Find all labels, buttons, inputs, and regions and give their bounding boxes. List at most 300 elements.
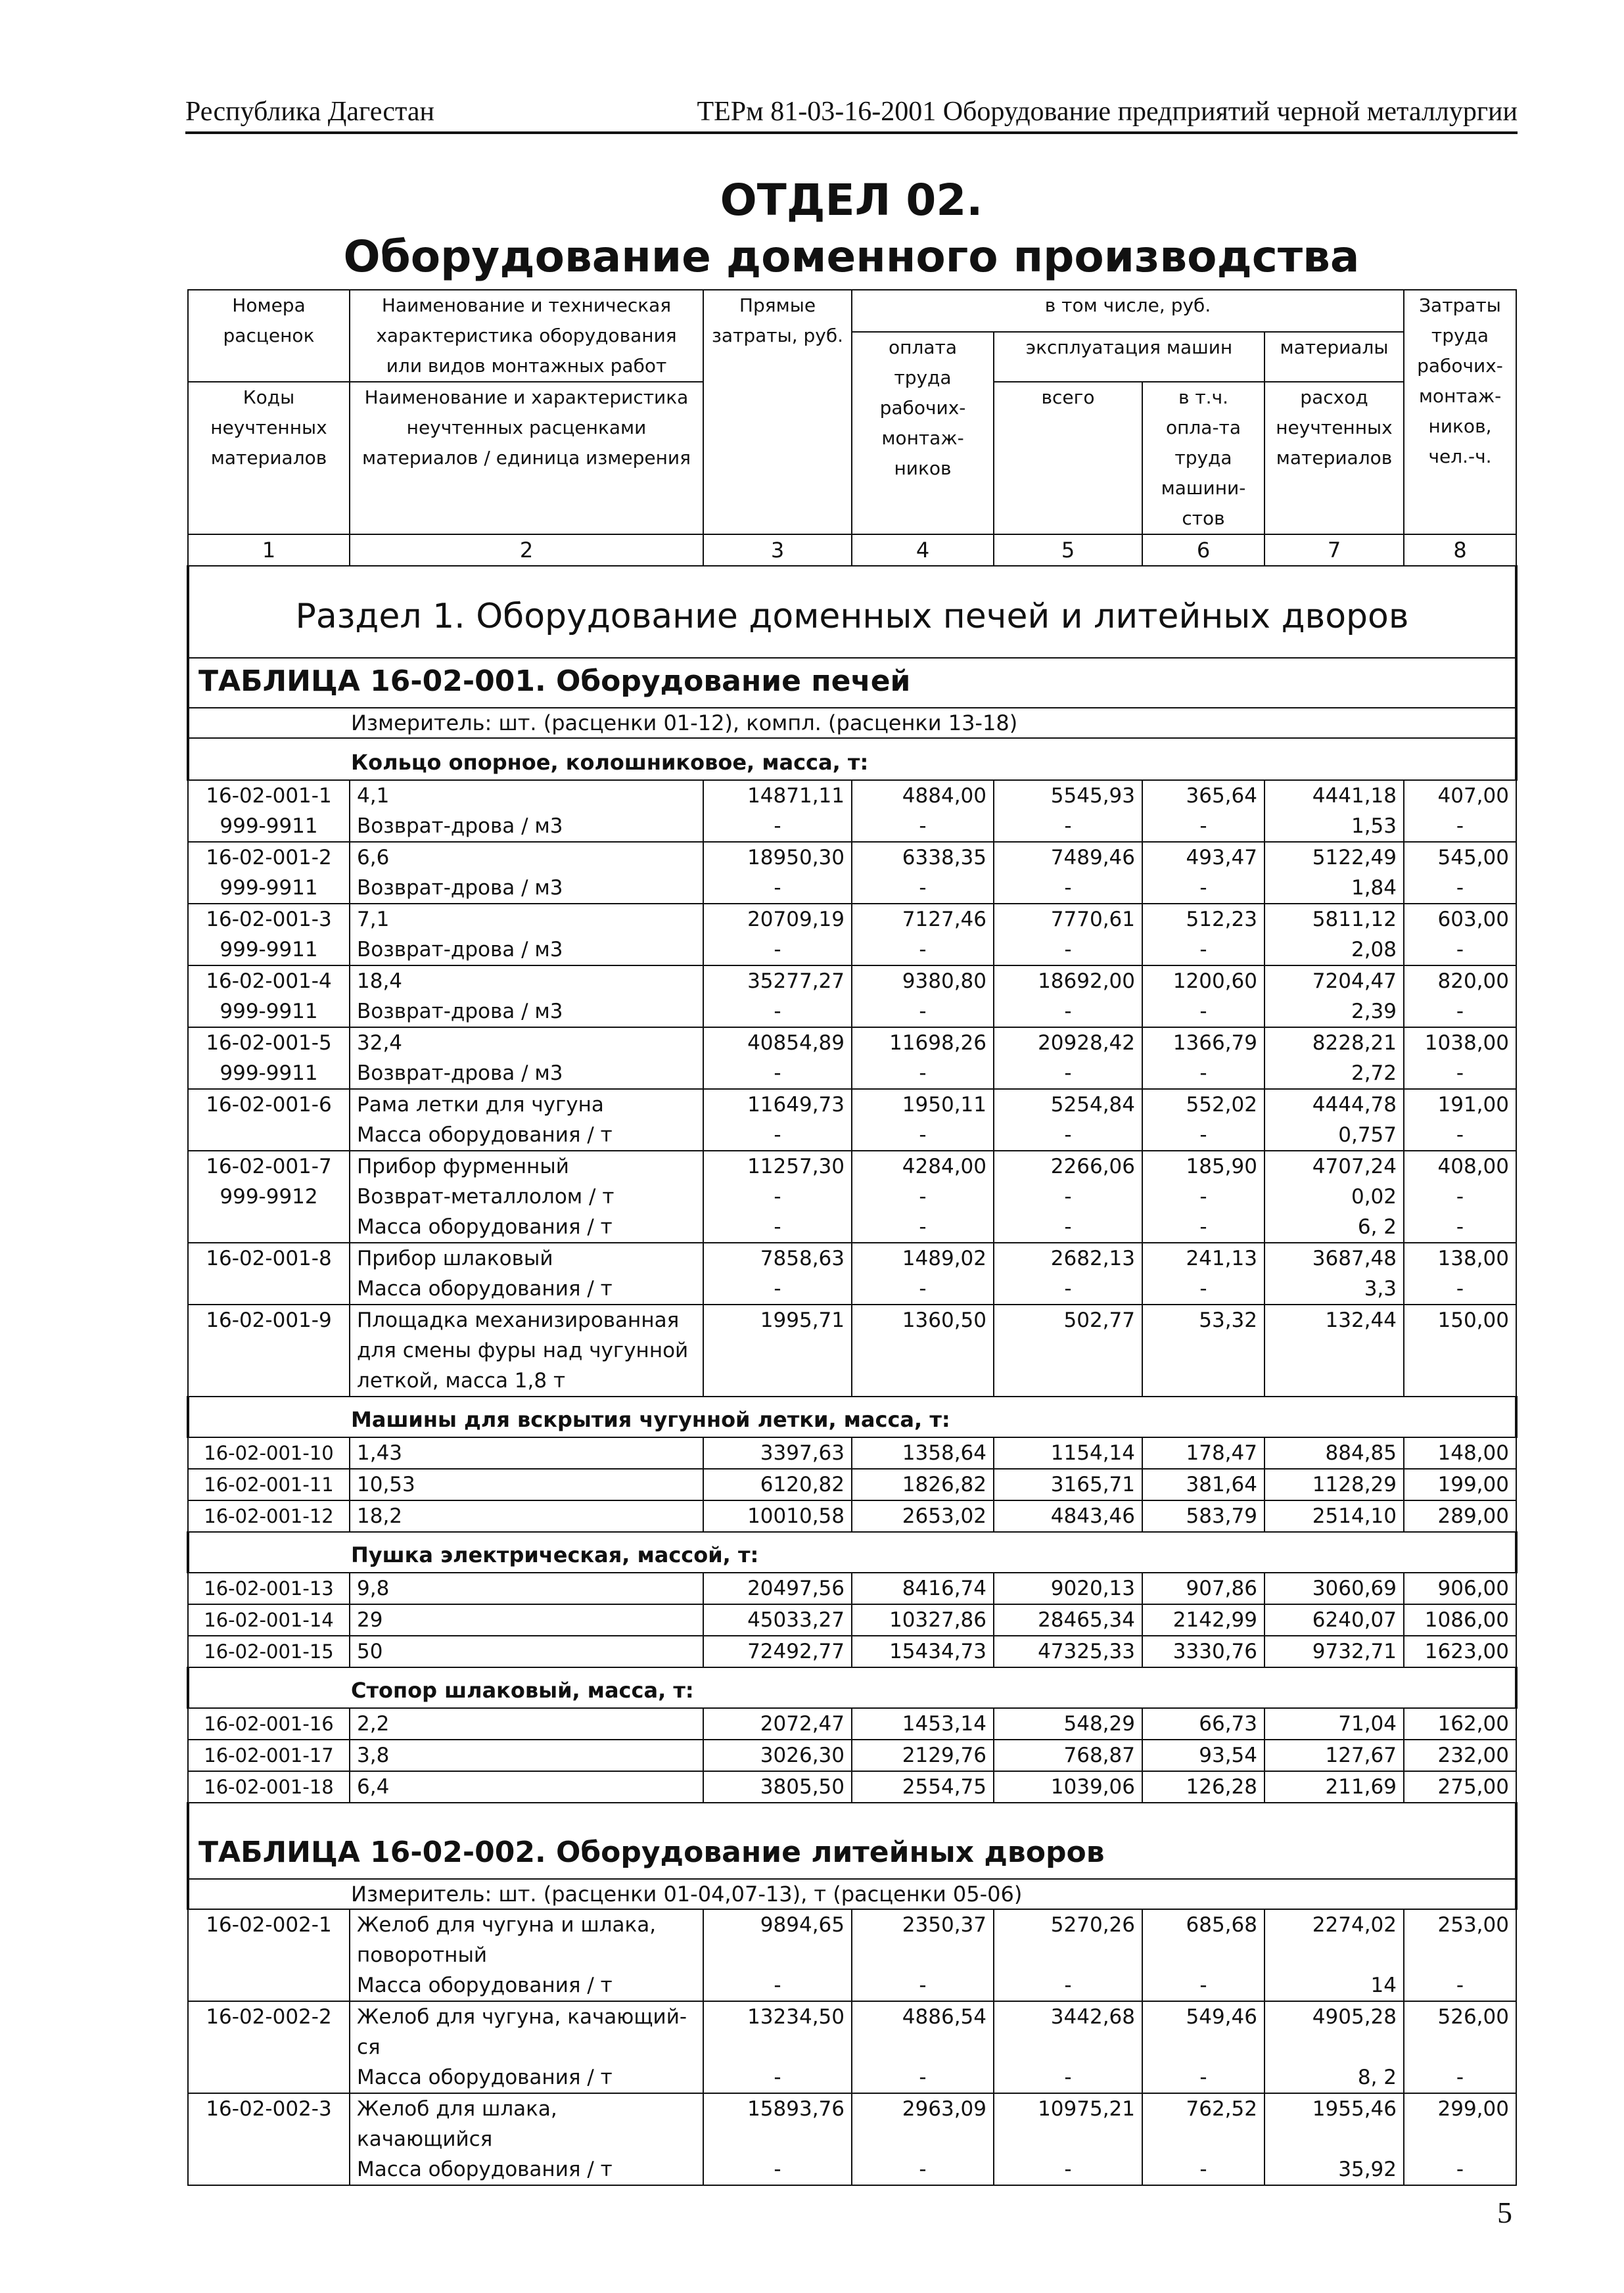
value-cell: - xyxy=(1142,1274,1264,1305)
table-row xyxy=(188,1771,1516,1803)
value-cell: 1826,82 xyxy=(852,1469,994,1500)
value-cell: - xyxy=(994,1212,1142,1243)
value-cell: 1453,14 xyxy=(852,1708,994,1740)
rate-code: 16-02-002-3 xyxy=(188,2093,350,2154)
value-cell: 7127,46 xyxy=(852,904,994,935)
value-cell: 2554,75 xyxy=(852,1771,994,1803)
rate-name: Рама летки для чугуна xyxy=(350,1089,703,1120)
column-number: 1 xyxy=(188,534,350,566)
value-cell: - xyxy=(852,2062,994,2093)
value-cell: 191,00 xyxy=(1404,1089,1516,1120)
rate-code: 16-02-001-5 xyxy=(188,1027,350,1058)
header-machines-total: всего xyxy=(994,382,1142,534)
table-row xyxy=(188,1500,1516,1532)
value-cell: - xyxy=(994,2062,1142,2093)
value-cell: 1950,11 xyxy=(852,1089,994,1120)
value-cell: 5545,93 xyxy=(994,780,1142,811)
value-cell: 552,02 xyxy=(1142,1089,1264,1120)
value-cell: 40854,89 xyxy=(703,1027,852,1058)
rate-name: Возврат-дрова / м3 xyxy=(350,1058,703,1089)
value-cell: - xyxy=(703,873,852,904)
value-cell: 884,85 xyxy=(1264,1437,1404,1469)
value-cell: 9894,65 xyxy=(703,1909,852,1970)
header-material-names: Наименование и характеристика неучтенных расценками материалов / единица измерения xyxy=(350,382,703,534)
value-cell: 906,00 xyxy=(1404,1573,1516,1604)
value-cell: 685,68 xyxy=(1142,1909,1264,1970)
value-cell: - xyxy=(852,1182,994,1212)
rate-code: 16-02-001-14 xyxy=(188,1604,350,1636)
rate-code xyxy=(188,1274,350,1305)
value-cell: 7858,63 xyxy=(703,1243,852,1274)
value-cell: - xyxy=(852,1212,994,1243)
rate-name: Желоб для шлака, качающийся xyxy=(350,2093,703,2154)
value-cell: 15434,73 xyxy=(852,1636,994,1667)
rate-name: Прибор шлаковый xyxy=(350,1243,703,1274)
value-cell: - xyxy=(703,1970,852,2001)
value-cell: 8, 2 xyxy=(1264,2062,1404,2093)
header-materials: материалы xyxy=(1264,332,1404,382)
value-cell: 512,23 xyxy=(1142,904,1264,935)
value-cell: 7204,47 xyxy=(1264,965,1404,996)
value-cell: - xyxy=(1404,935,1516,965)
value-cell: 1086,00 xyxy=(1404,1604,1516,1636)
value-cell: - xyxy=(1404,1970,1516,2001)
value-cell: - xyxy=(703,996,852,1027)
rate-code: 16-02-001-6 xyxy=(188,1089,350,1120)
value-cell: 71,04 xyxy=(1264,1708,1404,1740)
value-cell: 11649,73 xyxy=(703,1089,852,1120)
value-cell: - xyxy=(703,2062,852,2093)
value-cell: 11698,26 xyxy=(852,1027,994,1058)
value-cell: - xyxy=(1404,1058,1516,1089)
rate-name: Желоб для чугуна и шлака, поворотный xyxy=(350,1909,703,1970)
value-cell: 66,73 xyxy=(1142,1708,1264,1740)
value-cell: 6338,35 xyxy=(852,842,994,873)
value-cell: - xyxy=(994,811,1142,842)
value-cell: 762,52 xyxy=(1142,2093,1264,2154)
value-cell: 583,79 xyxy=(1142,1500,1264,1532)
header-document-code: ТЕРм 81-03-16-2001 Оборудование предприятий черной металлургии xyxy=(697,97,1518,127)
section-title-row xyxy=(188,566,1516,658)
rate-code xyxy=(188,2062,350,2093)
value-cell: 18950,30 xyxy=(703,842,852,873)
table-row xyxy=(188,1469,1516,1500)
value-cell: 502,77 xyxy=(994,1305,1142,1397)
value-cell: 253,00 xyxy=(1404,1909,1516,1970)
table-row xyxy=(188,873,1516,904)
value-cell: 2072,47 xyxy=(703,1708,852,1740)
header-labor-pay: оплата труда рабочих-монтаж-ников xyxy=(852,332,994,534)
value-cell: - xyxy=(703,1058,852,1089)
value-cell: 2350,37 xyxy=(852,1909,994,1970)
value-cell: 185,90 xyxy=(1142,1151,1264,1182)
value-cell: 907,86 xyxy=(1142,1573,1264,1604)
column-number: 7 xyxy=(1264,534,1404,566)
value-cell: 1358,64 xyxy=(852,1437,994,1469)
value-cell: 3442,68 xyxy=(994,2001,1142,2062)
column-number: 4 xyxy=(852,534,994,566)
value-cell: 0,02 xyxy=(1264,1182,1404,1212)
value-cell: 3330,76 xyxy=(1142,1636,1264,1667)
rate-name: 1,43 xyxy=(350,1437,703,1469)
value-cell: 138,00 xyxy=(1404,1243,1516,1274)
value-cell: 9380,80 xyxy=(852,965,994,996)
rates-table xyxy=(187,289,1518,2186)
value-cell: 241,13 xyxy=(1142,1243,1264,1274)
rate-name: 4,1 xyxy=(350,780,703,811)
value-cell: 4886,54 xyxy=(852,2001,994,2062)
department-name: Оборудование доменного производства xyxy=(343,231,1360,282)
table-row xyxy=(188,1243,1516,1274)
rate-name: Возврат-дрова / м3 xyxy=(350,873,703,904)
rate-name: Желоб для чугуна, качающий-ся xyxy=(350,2001,703,2062)
group-title: Машины для вскрытия чугунной летки, масса, т: xyxy=(351,1407,950,1432)
rate-code: 16-02-002-1 xyxy=(188,1909,350,1970)
value-cell: 4284,00 xyxy=(852,1151,994,1182)
value-cell: - xyxy=(852,996,994,1027)
value-cell: 1,53 xyxy=(1264,811,1404,842)
table-row xyxy=(188,1740,1516,1771)
header-work-name: Наименование и техническая характеристика оборудования или видов монтажных работ xyxy=(350,290,703,382)
rate-name: 9,8 xyxy=(350,1573,703,1604)
value-cell: 1200,60 xyxy=(1142,965,1264,996)
running-header xyxy=(185,93,1518,133)
table-2-measure: Измеритель: шт. (расценки 01-04,07-13), т (расценки 05-06) xyxy=(351,1882,1023,1907)
table-row xyxy=(188,965,1516,996)
rate-name: Масса оборудования / т xyxy=(350,1212,703,1243)
table-row xyxy=(188,1120,1516,1151)
value-cell: - xyxy=(1404,1120,1516,1151)
value-cell: 93,54 xyxy=(1142,1740,1264,1771)
table-row xyxy=(188,1970,1516,2001)
section-title: Раздел 1. Оборудование доменных печей и литейных дворов xyxy=(295,597,1409,636)
value-cell: - xyxy=(852,1120,994,1151)
value-cell: 162,00 xyxy=(1404,1708,1516,1740)
value-cell: 3026,30 xyxy=(703,1740,852,1771)
value-cell: 493,47 xyxy=(1142,842,1264,873)
value-cell: 381,64 xyxy=(1142,1469,1264,1500)
value-cell: 4884,00 xyxy=(852,780,994,811)
value-cell: 2,08 xyxy=(1264,935,1404,965)
rate-name: Возврат-металлолом / т xyxy=(350,1182,703,1212)
value-cell: 28465,34 xyxy=(994,1604,1142,1636)
value-cell: 150,00 xyxy=(1404,1305,1516,1397)
table-row xyxy=(188,1573,1516,1604)
value-cell: 299,00 xyxy=(1404,2093,1516,2154)
value-cell: - xyxy=(994,1182,1142,1212)
value-cell: 148,00 xyxy=(1404,1437,1516,1469)
value-cell: 132,44 xyxy=(1264,1305,1404,1397)
value-cell: - xyxy=(994,1274,1142,1305)
column-number: 3 xyxy=(703,534,852,566)
rate-name: 7,1 xyxy=(350,904,703,935)
table-row xyxy=(188,1437,1516,1469)
value-cell: 526,00 xyxy=(1404,2001,1516,2062)
group-title: Пушка электрическая, массой, т: xyxy=(351,1542,759,1567)
value-cell: 20928,42 xyxy=(994,1027,1142,1058)
value-cell: - xyxy=(703,1212,852,1243)
value-cell: - xyxy=(1142,935,1264,965)
value-cell: - xyxy=(703,811,852,842)
rate-code: 16-02-001-18 xyxy=(188,1771,350,1803)
value-cell: 11257,30 xyxy=(703,1151,852,1182)
value-cell: 45033,27 xyxy=(703,1604,852,1636)
rate-name: 18,4 xyxy=(350,965,703,996)
header-rate-numbers: Номера расценок xyxy=(188,290,350,382)
value-cell: 548,29 xyxy=(994,1708,1142,1740)
value-cell: - xyxy=(1404,873,1516,904)
table-row xyxy=(188,1274,1516,1305)
table-1-title: ТАБЛИЦА 16-02-001. Оборудование печей xyxy=(198,664,911,698)
value-cell: - xyxy=(994,1970,1142,2001)
value-cell: 10327,86 xyxy=(852,1604,994,1636)
value-cell: 4444,78 xyxy=(1264,1089,1404,1120)
value-cell: 4843,46 xyxy=(994,1500,1142,1532)
header-including: в том числе, руб. xyxy=(852,290,1404,332)
header-direct-costs: Прямые затраты, руб. xyxy=(703,290,852,534)
value-cell: 5254,84 xyxy=(994,1089,1142,1120)
rate-code xyxy=(188,1970,350,2001)
table-row xyxy=(188,1305,1516,1397)
value-cell: 18692,00 xyxy=(994,965,1142,996)
value-cell: 13234,50 xyxy=(703,2001,852,2062)
department-number: ОТДЕЛ 02. xyxy=(720,175,983,225)
rate-name: Масса оборудования / т xyxy=(350,1274,703,1305)
group-title-row xyxy=(188,1532,1516,1573)
rate-name: Масса оборудования / т xyxy=(350,2062,703,2093)
value-cell: 72492,77 xyxy=(703,1636,852,1667)
value-cell: 15893,76 xyxy=(703,2093,852,2154)
group-title-row xyxy=(188,738,1516,780)
table-row xyxy=(188,811,1516,842)
value-cell: 1154,14 xyxy=(994,1437,1142,1469)
rate-name: 6,4 xyxy=(350,1771,703,1803)
rate-code: 16-02-001-15 xyxy=(188,1636,350,1667)
rate-code: 16-02-001-10 xyxy=(188,1437,350,1469)
value-cell: - xyxy=(852,935,994,965)
rate-code: 999-9911 xyxy=(188,996,350,1027)
value-cell: 6, 2 xyxy=(1264,1212,1404,1243)
value-cell: 3687,48 xyxy=(1264,1243,1404,1274)
column-number: 8 xyxy=(1404,534,1516,566)
value-cell: 275,00 xyxy=(1404,1771,1516,1803)
value-cell: 5811,12 xyxy=(1264,904,1404,935)
value-cell: - xyxy=(994,935,1142,965)
rate-code: 16-02-001-3 xyxy=(188,904,350,935)
value-cell: 35,92 xyxy=(1264,2154,1404,2185)
table-row xyxy=(188,2062,1516,2093)
rate-name: Масса оборудования / т xyxy=(350,1120,703,1151)
value-cell: - xyxy=(994,873,1142,904)
value-cell: 14871,11 xyxy=(703,780,852,811)
value-cell: 820,00 xyxy=(1404,965,1516,996)
value-cell: 1038,00 xyxy=(1404,1027,1516,1058)
table-row xyxy=(188,2001,1516,2062)
value-cell: 35277,27 xyxy=(703,965,852,996)
column-number: 6 xyxy=(1142,534,1264,566)
value-cell: 2142,99 xyxy=(1142,1604,1264,1636)
value-cell: 7770,61 xyxy=(994,904,1142,935)
table-row xyxy=(188,1212,1516,1243)
rate-name: 3,8 xyxy=(350,1740,703,1771)
value-cell: 53,32 xyxy=(1142,1305,1264,1397)
value-cell: 8228,21 xyxy=(1264,1027,1404,1058)
rate-name: 2,2 xyxy=(350,1708,703,1740)
value-cell: - xyxy=(1404,811,1516,842)
rate-code: 999-9912 xyxy=(188,1182,350,1212)
value-cell: 6240,07 xyxy=(1264,1604,1404,1636)
table-1-title-row xyxy=(188,658,1516,708)
group-title-row xyxy=(188,1397,1516,1437)
value-cell: - xyxy=(852,811,994,842)
table-row xyxy=(188,1604,1516,1636)
value-cell: 7489,46 xyxy=(994,842,1142,873)
value-cell: 2266,06 xyxy=(994,1151,1142,1182)
value-cell: - xyxy=(994,1058,1142,1089)
group-title: Стопор шлаковый, масса, т: xyxy=(351,1678,694,1703)
value-cell: 10975,21 xyxy=(994,2093,1142,2154)
value-cell: 9020,13 xyxy=(994,1573,1142,1604)
table-row xyxy=(188,842,1516,873)
value-cell: 545,00 xyxy=(1404,842,1516,873)
value-cell: - xyxy=(1142,1212,1264,1243)
rate-name: Возврат-дрова / м3 xyxy=(350,935,703,965)
value-cell: 5270,26 xyxy=(994,1909,1142,1970)
header-materials-use: расход неучтенных материалов xyxy=(1264,382,1404,534)
table-row xyxy=(188,1636,1516,1667)
value-cell: - xyxy=(852,1970,994,2001)
table-row xyxy=(188,1708,1516,1740)
value-cell: - xyxy=(994,2154,1142,2185)
value-cell: 1128,29 xyxy=(1264,1469,1404,1500)
value-cell: - xyxy=(703,2154,852,2185)
rate-code: 16-02-001-8 xyxy=(188,1243,350,1274)
header-labor-costs: Затраты труда рабочих-монтаж-ников, чел.-ч. xyxy=(1404,290,1516,534)
value-cell: 3,3 xyxy=(1264,1274,1404,1305)
rate-code: 16-02-001-17 xyxy=(188,1740,350,1771)
value-cell: - xyxy=(703,1120,852,1151)
header-machines: эксплуатация машин xyxy=(994,332,1264,382)
department-title xyxy=(185,172,1518,285)
table-row xyxy=(188,996,1516,1027)
value-cell: 5122,49 xyxy=(1264,842,1404,873)
value-cell: - xyxy=(1142,1120,1264,1151)
rate-code: 999-9911 xyxy=(188,1058,350,1089)
value-cell: - xyxy=(1404,2154,1516,2185)
rate-code: 999-9911 xyxy=(188,811,350,842)
value-cell: 3805,50 xyxy=(703,1771,852,1803)
table-1-measure: Измеритель: шт. (расценки 01-12), компл. (расценки 13-18) xyxy=(351,710,1018,735)
table-row xyxy=(188,1027,1516,1058)
rate-code: 16-02-001-13 xyxy=(188,1573,350,1604)
rate-code xyxy=(188,2154,350,2185)
value-cell: - xyxy=(1142,1182,1264,1212)
value-cell: 127,67 xyxy=(1264,1740,1404,1771)
value-cell: - xyxy=(852,1274,994,1305)
value-cell: 47325,33 xyxy=(994,1636,1142,1667)
table-row xyxy=(188,2154,1516,2185)
value-cell: 4905,28 xyxy=(1264,2001,1404,2062)
value-cell: 2963,09 xyxy=(852,2093,994,2154)
value-cell: 10010,58 xyxy=(703,1500,852,1532)
value-cell: 549,46 xyxy=(1142,2001,1264,2062)
table-row xyxy=(188,935,1516,965)
value-cell: 126,28 xyxy=(1142,1771,1264,1803)
value-cell: - xyxy=(994,996,1142,1027)
rate-code: 999-9911 xyxy=(188,873,350,904)
value-cell: - xyxy=(1404,1212,1516,1243)
table-row xyxy=(188,1089,1516,1120)
header-machines-labor: в т.ч. опла-та труда машини-стов xyxy=(1142,382,1264,534)
value-cell: - xyxy=(1404,1182,1516,1212)
value-cell: - xyxy=(1404,1274,1516,1305)
table-2-title: ТАБЛИЦА 16-02-002. Оборудование литейных дворов xyxy=(198,1836,1105,1869)
rate-name: 29 xyxy=(350,1604,703,1636)
rate-name: Масса оборудования / т xyxy=(350,2154,703,2185)
value-cell: 4707,24 xyxy=(1264,1151,1404,1182)
table-2-measure-row xyxy=(188,1879,1516,1909)
value-cell: 14 xyxy=(1264,1970,1404,2001)
value-cell: - xyxy=(703,1274,852,1305)
rate-code: 16-02-001-1 xyxy=(188,780,350,811)
value-cell: - xyxy=(1142,811,1264,842)
value-cell: 1366,79 xyxy=(1142,1027,1264,1058)
rate-code: 16-02-002-2 xyxy=(188,2001,350,2062)
header-rule xyxy=(185,131,1518,134)
value-cell: 1489,02 xyxy=(852,1243,994,1274)
value-cell: - xyxy=(1142,1970,1264,2001)
rate-code: 16-02-001-11 xyxy=(188,1469,350,1500)
value-cell: 2274,02 xyxy=(1264,1909,1404,1970)
value-cell: - xyxy=(852,873,994,904)
table-row xyxy=(188,904,1516,935)
value-cell: - xyxy=(852,1058,994,1089)
column-number-row xyxy=(188,534,1516,566)
value-cell: 1360,50 xyxy=(852,1305,994,1397)
rate-code xyxy=(188,1212,350,1243)
page-number: 5 xyxy=(1497,2196,1512,2229)
rate-code xyxy=(188,1120,350,1151)
header-row-1 xyxy=(188,290,1516,332)
value-cell: 2129,76 xyxy=(852,1740,994,1771)
header-material-codes: Коды неучтенных материалов xyxy=(188,382,350,534)
rate-name: Возврат-дрова / м3 xyxy=(350,996,703,1027)
rate-name: Возврат-дрова / м3 xyxy=(350,811,703,842)
table-row xyxy=(188,780,1516,811)
value-cell: 408,00 xyxy=(1404,1151,1516,1182)
value-cell: - xyxy=(1142,1058,1264,1089)
value-cell: 1623,00 xyxy=(1404,1636,1516,1667)
value-cell: 2,39 xyxy=(1264,996,1404,1027)
value-cell: 3165,71 xyxy=(994,1469,1142,1500)
table-2-title-row xyxy=(188,1803,1516,1879)
value-cell: - xyxy=(852,2154,994,2185)
rate-name: 6,6 xyxy=(350,842,703,873)
value-cell: 768,87 xyxy=(994,1740,1142,1771)
rate-name: Площадка механизированная для смены фуры над чугунной леткой, масса 1,8 т xyxy=(350,1305,703,1397)
rate-name: 32,4 xyxy=(350,1027,703,1058)
value-cell: 4441,18 xyxy=(1264,780,1404,811)
value-cell: 2682,13 xyxy=(994,1243,1142,1274)
table-row xyxy=(188,1182,1516,1212)
value-cell: 2,72 xyxy=(1264,1058,1404,1089)
rate-name: 18,2 xyxy=(350,1500,703,1532)
rate-code: 16-02-001-2 xyxy=(188,842,350,873)
value-cell: 365,64 xyxy=(1142,780,1264,811)
value-cell: - xyxy=(703,1182,852,1212)
rate-code: 16-02-001-16 xyxy=(188,1708,350,1740)
table-row xyxy=(188,1058,1516,1089)
